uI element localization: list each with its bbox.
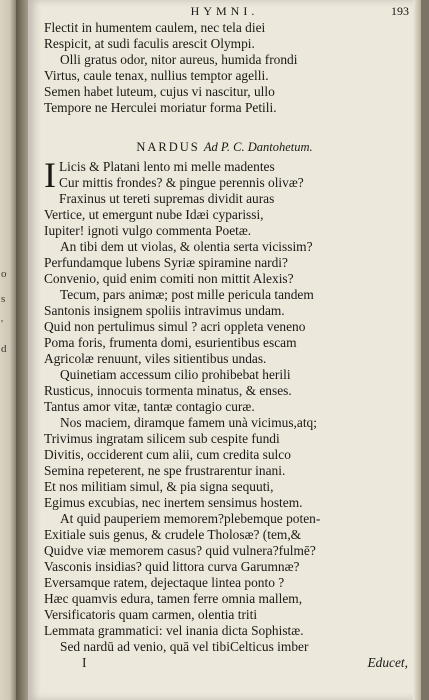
margin-fragment: o bbox=[1, 268, 7, 280]
verse-line: Cur mittis frondes? & pingue perennis olivæ? bbox=[59, 175, 304, 190]
verse-line: Hæc quamvis edura, tamen ferre omnia mallem, bbox=[44, 591, 303, 606]
page-edge-shadow bbox=[413, 0, 421, 700]
verse-line: Et nos militiam simul, & pia signa sequuti, bbox=[44, 479, 274, 494]
poem-title: NARDUS bbox=[136, 140, 200, 154]
verse-line: Poma foris, frumenta domi, esurientibus escam bbox=[44, 335, 297, 350]
book-gutter bbox=[16, 0, 28, 700]
margin-fragment: s bbox=[1, 293, 6, 305]
verse-line: Agricolæ renuunt, viles sitientibus undas. bbox=[44, 351, 267, 366]
verse-line: Exitiale suis genus, & crudele Tholosæ? (tem,& bbox=[44, 527, 302, 542]
verse-line: Trivimus ingratam silicem sub cespite fundi bbox=[44, 431, 280, 446]
verse-line: Quid non pertulimus simul ? acri oppleta veneno bbox=[44, 319, 306, 334]
opposite-page-edge bbox=[0, 0, 16, 700]
signature-mark: I bbox=[82, 655, 87, 670]
margin-fragment: d bbox=[1, 343, 7, 355]
verse-line: Vasconis insidias? quid littora curva Garumnæ? bbox=[44, 559, 300, 574]
poem-heading bbox=[28, 140, 421, 155]
running-head: HYMNI. bbox=[190, 4, 259, 18]
signature-row bbox=[44, 655, 414, 671]
verse-line: Tantus amor vitæ, tantæ contagio curæ. bbox=[44, 399, 255, 414]
verse-line: Convenio, quid enim comiti non mittit Alexis? bbox=[44, 271, 294, 286]
verse-line: Licis & Platani lento mi melle madentes bbox=[59, 159, 275, 174]
verse-line: Iupiter! ignoti vulgo commenta Poetæ. bbox=[44, 223, 252, 238]
verse-line: Tempore ne Herculei moriatur forma Petili. bbox=[44, 100, 277, 115]
top-verse-block bbox=[44, 20, 414, 116]
verse-line: Flectit in humentem caulem, nec tela diei bbox=[44, 20, 266, 35]
margin-fragments bbox=[1, 262, 13, 362]
verse-line: Respicit, at sudi faculis arescit Olympi. bbox=[44, 36, 255, 51]
verse-line: Semina repeterent, ne spe frustrarentur inani. bbox=[44, 463, 286, 478]
verse-line: Fraxinus ut tereti supremas dividit auras bbox=[59, 191, 275, 206]
verse-line: Divitis, occiderent cum alii, cum credita sulco bbox=[44, 447, 291, 462]
verse-line: Perfundamque lubens Syriæ spiramine nardi? bbox=[44, 255, 288, 270]
verse-line: Virtus, caule tenax, nullius temptor agelli. bbox=[44, 68, 269, 83]
verse-line: An tibi dem ut violas, & olentia serta vicissim? bbox=[60, 239, 313, 254]
verse-line: Semen habet luteum, cujus vi nascitur, ullo bbox=[44, 84, 275, 99]
verse-line: Sed nardū ad venio, quā vel tibiCelticus imber bbox=[60, 639, 309, 654]
verse-line: Lemmata grammatici: vel inania dicta Sophistæ. bbox=[44, 623, 304, 638]
book-page bbox=[28, 0, 421, 700]
catchword: Educet, bbox=[367, 655, 408, 670]
poem-verse-block bbox=[44, 155, 414, 671]
verse-line: Egimus excubias, nec inertem sensimus hostem. bbox=[44, 495, 303, 510]
verse-line: Versificatoris quam carmen, olentia triti bbox=[44, 607, 258, 622]
verse-line: Quidve viæ memorem casus? quid vulnera?fulmē? bbox=[44, 543, 316, 558]
verse-line: Vertice, ut emergunt nube Idæi cyparissi, bbox=[44, 207, 264, 222]
verse-line: Tecum, pars animæ; post mille pericula tandem bbox=[60, 287, 314, 302]
drop-capital: I bbox=[44, 155, 56, 195]
verse-line: Quinetiam accessum cilio prohibebat herili bbox=[60, 367, 291, 382]
verse-line: Eversamque ratem, dejectaque lintea ponto ? bbox=[44, 575, 285, 590]
verse-line: Olli gratus odor, nitor aureus, humida frondi bbox=[60, 52, 298, 67]
page-number: 193 bbox=[391, 4, 409, 18]
verse-line: Rusticus, innocuis tormenta minatus, & enses. bbox=[44, 383, 292, 398]
verse-line: At quid pauperiem memorem?plebemque poten- bbox=[60, 511, 321, 526]
verse-line: Santonis insignem spoliis intravimus undam. bbox=[44, 303, 285, 318]
verse-line: Nos maciem, diramque famem unà vicimus,atq; bbox=[60, 415, 317, 430]
margin-fragment: ' bbox=[1, 318, 3, 330]
poem-dedication: Ad P. C. Dantohetum. bbox=[203, 140, 313, 154]
